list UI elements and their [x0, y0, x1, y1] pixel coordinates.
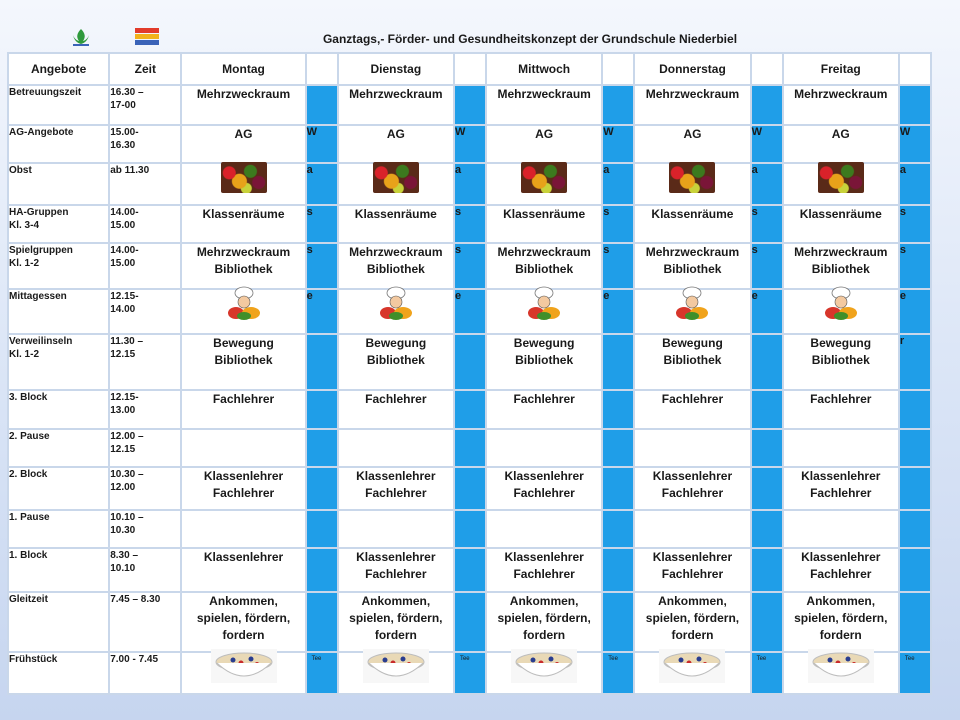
- blue-strip-cell: [602, 334, 634, 390]
- table-row: [8, 510, 931, 548]
- day-cell: Fachlehrer: [181, 390, 305, 429]
- blue-strip-cell: [454, 592, 486, 652]
- fruit-icon: [669, 162, 715, 193]
- chef-vegetables-icon: [524, 286, 564, 322]
- header-spacer: [454, 53, 486, 85]
- table-row: [8, 85, 931, 125]
- header-angebote: Angebote: [8, 53, 109, 85]
- row-time: 10.30 – 12.00: [109, 467, 181, 510]
- header-zeit: Zeit: [109, 53, 181, 85]
- blue-strip-cell: [899, 467, 931, 510]
- blue-strip-cell: s: [899, 205, 931, 243]
- blue-strip-cell: [602, 510, 634, 548]
- blue-strip-cell: [602, 429, 634, 467]
- row-label: 2. Pause: [8, 429, 109, 467]
- row-time: 12.15- 13.00: [109, 390, 181, 429]
- header-spacer: [899, 53, 931, 85]
- day-cell: Klassenräume: [181, 205, 305, 243]
- table-row: [8, 652, 931, 694]
- table-row: [8, 548, 931, 592]
- row-time: 7.00 - 7.45: [109, 652, 181, 694]
- blue-strip-cell: a: [454, 163, 486, 205]
- blue-strip-cell: Tee: [602, 652, 634, 694]
- header-row: [8, 53, 931, 85]
- row-time: 16.30 – 17-00: [109, 85, 181, 125]
- row-label: HA-Gruppen Kl. 3-4: [8, 205, 109, 243]
- header-spacer: [306, 53, 338, 85]
- day-cell: [783, 510, 899, 548]
- day-cell: Fachlehrer: [783, 390, 899, 429]
- row-time: 15.00- 16.30: [109, 125, 181, 163]
- day-cell: [338, 429, 454, 467]
- header-montag: Montag: [181, 53, 305, 85]
- day-cell: Ankommen, spielen, fördern, fordern: [486, 592, 602, 652]
- blue-strip-cell: s: [751, 205, 783, 243]
- day-cell: [486, 510, 602, 548]
- table-row: [8, 205, 931, 243]
- blue-strip-cell: [899, 548, 931, 592]
- blue-strip-cell: [306, 592, 338, 652]
- blue-strip-cell: e: [751, 289, 783, 334]
- day-cell: Mehrzweckraum: [783, 85, 899, 125]
- row-label: Spielgruppen Kl. 1-2: [8, 243, 109, 289]
- row-time: 11.30 – 12.15: [109, 334, 181, 390]
- blue-strip-cell: [602, 548, 634, 592]
- row-label: Betreuungszeit: [8, 85, 109, 125]
- blue-strip-cell: Tee: [306, 652, 338, 694]
- blue-strip-cell: a: [602, 163, 634, 205]
- day-cell: Mehrzweckraum Bibliothek: [486, 243, 602, 289]
- day-cell: [634, 652, 750, 694]
- day-cell: Fachlehrer: [338, 390, 454, 429]
- row-label: 1. Block: [8, 548, 109, 592]
- table-row: [8, 467, 931, 510]
- table-row: [8, 334, 931, 390]
- header-freitag: Freitag: [783, 53, 899, 85]
- day-cell: Ankommen, spielen, fördern, fordern: [181, 592, 305, 652]
- day-cell: Bewegung Bibliothek: [783, 334, 899, 390]
- blue-strip-cell: s: [899, 243, 931, 289]
- row-label: Obst: [8, 163, 109, 205]
- fruit-icon: [521, 162, 567, 193]
- day-cell: [338, 510, 454, 548]
- blue-strip-cell: [454, 85, 486, 125]
- blue-strip-cell: W: [602, 125, 634, 163]
- blue-strip-cell: s: [306, 243, 338, 289]
- day-cell: Ankommen, spielen, fördern, fordern: [338, 592, 454, 652]
- blue-strip-cell: a: [751, 163, 783, 205]
- day-cell: AG: [181, 125, 305, 163]
- day-cell: Bewegung Bibliothek: [181, 334, 305, 390]
- blue-strip-cell: [602, 467, 634, 510]
- day-cell: AG: [486, 125, 602, 163]
- blue-strip-cell: [454, 548, 486, 592]
- row-time: 10.10 – 10.30: [109, 510, 181, 548]
- day-cell: Klassenlehrer Fachlehrer: [634, 467, 750, 510]
- blue-strip-cell: Tee: [751, 652, 783, 694]
- blue-strip-cell: W: [306, 125, 338, 163]
- chef-vegetables-icon: [224, 286, 264, 322]
- blue-strip-cell: [454, 429, 486, 467]
- blue-strip-cell: e: [454, 289, 486, 334]
- partner-logo-icon: [135, 28, 159, 46]
- chef-vegetables-icon: [821, 286, 861, 322]
- blue-strip-cell: [454, 390, 486, 429]
- header-spacer: [751, 53, 783, 85]
- cereal-bowl-icon: [659, 649, 725, 683]
- blue-strip-cell: s: [454, 205, 486, 243]
- blue-strip-cell: W: [751, 125, 783, 163]
- header-spacer: [602, 53, 634, 85]
- day-cell: Bewegung Bibliothek: [634, 334, 750, 390]
- row-time: 8.30 – 10.10: [109, 548, 181, 592]
- table-row: [8, 163, 931, 205]
- table-row: [8, 429, 931, 467]
- row-time: 12.15- 14.00: [109, 289, 181, 334]
- day-cell: Mehrzweckraum Bibliothek: [181, 243, 305, 289]
- day-cell: Klassenlehrer Fachlehrer: [181, 467, 305, 510]
- day-cell: Klassenlehrer Fachlehrer: [486, 548, 602, 592]
- day-cell: Mehrzweckraum: [634, 85, 750, 125]
- day-cell: [181, 163, 305, 205]
- page-title: Ganztags,- Förder- und Gesundheitskonzept der Grundschule Niederbiel: [322, 32, 738, 46]
- fruit-icon: [818, 162, 864, 193]
- day-cell: AG: [634, 125, 750, 163]
- blue-strip-cell: [454, 510, 486, 548]
- table-row: [8, 592, 931, 652]
- day-cell: Klassenlehrer Fachlehrer: [634, 548, 750, 592]
- blue-strip-cell: [899, 390, 931, 429]
- blue-strip-cell: [306, 467, 338, 510]
- table-row: [8, 125, 931, 163]
- day-cell: Klassenräume: [338, 205, 454, 243]
- cereal-bowl-icon: [808, 649, 874, 683]
- blue-strip-cell: s: [751, 243, 783, 289]
- blue-strip-cell: [751, 548, 783, 592]
- day-cell: [783, 652, 899, 694]
- blue-strip-cell: e: [899, 289, 931, 334]
- chef-vegetables-icon: [376, 286, 416, 322]
- day-cell: Mehrzweckraum: [486, 85, 602, 125]
- table-row: [8, 289, 931, 334]
- day-cell: [181, 510, 305, 548]
- row-time: ab 11.30: [109, 163, 181, 205]
- blue-strip-cell: a: [899, 163, 931, 205]
- day-cell: [486, 429, 602, 467]
- day-cell: Klassenräume: [783, 205, 899, 243]
- blue-strip-cell: [751, 390, 783, 429]
- day-cell: Fachlehrer: [486, 390, 602, 429]
- blue-strip-cell: s: [602, 205, 634, 243]
- blue-strip-cell: [306, 334, 338, 390]
- day-cell: Klassenlehrer Fachlehrer: [486, 467, 602, 510]
- day-cell: [181, 429, 305, 467]
- blue-strip-cell: s: [306, 205, 338, 243]
- day-cell: [634, 510, 750, 548]
- day-cell: Mehrzweckraum Bibliothek: [783, 243, 899, 289]
- blue-strip-cell: [602, 85, 634, 125]
- day-cell: [634, 289, 750, 334]
- day-cell: [338, 163, 454, 205]
- blue-strip-cell: [454, 334, 486, 390]
- day-cell: Klassenlehrer Fachlehrer: [338, 467, 454, 510]
- day-cell: Klassenräume: [486, 205, 602, 243]
- day-cell: Mehrzweckraum: [181, 85, 305, 125]
- day-cell: [486, 163, 602, 205]
- row-label: Gleitzeit: [8, 592, 109, 652]
- fruit-icon: [221, 162, 267, 193]
- day-cell: Ankommen, spielen, fördern, fordern: [634, 592, 750, 652]
- day-cell: Klassenlehrer: [181, 548, 305, 592]
- school-logo-icon: [70, 27, 92, 47]
- blue-strip-cell: [306, 390, 338, 429]
- blue-strip-cell: [751, 429, 783, 467]
- day-cell: Mehrzweckraum Bibliothek: [634, 243, 750, 289]
- blue-strip-cell: Tee: [899, 652, 931, 694]
- row-label: Verweilinseln Kl. 1-2: [8, 334, 109, 390]
- day-cell: Bewegung Bibliothek: [338, 334, 454, 390]
- day-cell: Klassenräume: [634, 205, 750, 243]
- blue-strip-cell: [751, 510, 783, 548]
- blue-strip-cell: [899, 429, 931, 467]
- chef-vegetables-icon: [672, 286, 712, 322]
- blue-strip-cell: [454, 467, 486, 510]
- day-cell: [181, 289, 305, 334]
- row-label: Mittagessen: [8, 289, 109, 334]
- blue-strip-cell: s: [602, 243, 634, 289]
- blue-strip-cell: [751, 467, 783, 510]
- schedule-table: [7, 52, 932, 695]
- blue-strip-cell: [899, 85, 931, 125]
- day-cell: Mehrzweckraum: [338, 85, 454, 125]
- day-cell: AG: [338, 125, 454, 163]
- blue-strip-cell: [899, 510, 931, 548]
- blue-strip-cell: a: [306, 163, 338, 205]
- day-cell: [783, 429, 899, 467]
- row-label: 2. Block: [8, 467, 109, 510]
- blue-strip-cell: [306, 429, 338, 467]
- blue-strip-cell: [751, 85, 783, 125]
- blue-strip-cell: r: [899, 334, 931, 390]
- cereal-bowl-icon: [363, 649, 429, 683]
- day-cell: [486, 652, 602, 694]
- day-cell: Mehrzweckraum Bibliothek: [338, 243, 454, 289]
- day-cell: [783, 163, 899, 205]
- row-label: AG-Angebote: [8, 125, 109, 163]
- header-donnerstag: Donnerstag: [634, 53, 750, 85]
- row-time: 14.00- 15.00: [109, 243, 181, 289]
- table-row: [8, 390, 931, 429]
- day-cell: AG: [783, 125, 899, 163]
- day-cell: [338, 652, 454, 694]
- blue-strip-cell: W: [454, 125, 486, 163]
- day-cell: [486, 289, 602, 334]
- cereal-bowl-icon: [511, 649, 577, 683]
- day-cell: Fachlehrer: [634, 390, 750, 429]
- row-time: 14.00- 15.00: [109, 205, 181, 243]
- day-cell: Klassenlehrer Fachlehrer: [783, 467, 899, 510]
- blue-strip-cell: [602, 390, 634, 429]
- row-time: 7.45 – 8.30: [109, 592, 181, 652]
- row-label: 1. Pause: [8, 510, 109, 548]
- blue-strip-cell: [751, 334, 783, 390]
- day-cell: Ankommen, spielen, fördern, fordern: [783, 592, 899, 652]
- row-time: 12.00 – 12.15: [109, 429, 181, 467]
- row-label: Frühstück: [8, 652, 109, 694]
- blue-strip-cell: [751, 592, 783, 652]
- blue-strip-cell: e: [602, 289, 634, 334]
- table-row: [8, 243, 931, 289]
- day-cell: Klassenlehrer Fachlehrer: [338, 548, 454, 592]
- blue-strip-cell: [306, 548, 338, 592]
- header-dienstag: Dienstag: [338, 53, 454, 85]
- blue-strip-cell: Tee: [454, 652, 486, 694]
- day-cell: Bewegung Bibliothek: [486, 334, 602, 390]
- day-cell: [783, 289, 899, 334]
- blue-strip-cell: [306, 510, 338, 548]
- day-cell: [634, 429, 750, 467]
- day-cell: [181, 652, 305, 694]
- header-mittwoch: Mittwoch: [486, 53, 602, 85]
- day-cell: Klassenlehrer Fachlehrer: [783, 548, 899, 592]
- blue-strip-cell: s: [454, 243, 486, 289]
- fruit-icon: [373, 162, 419, 193]
- cereal-bowl-icon: [211, 649, 277, 683]
- day-cell: [338, 289, 454, 334]
- blue-strip-cell: [899, 592, 931, 652]
- row-label: 3. Block: [8, 390, 109, 429]
- blue-strip-cell: W: [899, 125, 931, 163]
- blue-strip-cell: e: [306, 289, 338, 334]
- blue-strip-cell: [306, 85, 338, 125]
- blue-strip-cell: [602, 592, 634, 652]
- day-cell: [634, 163, 750, 205]
